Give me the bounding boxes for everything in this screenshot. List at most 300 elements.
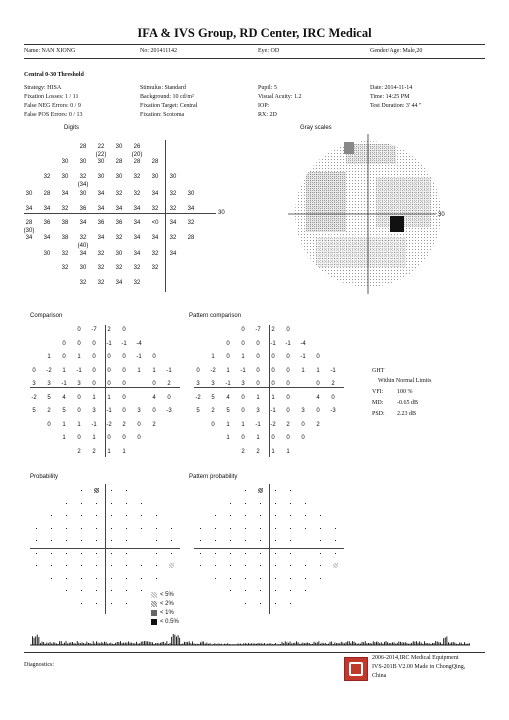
fixation-bar [125,643,126,645]
fixation-bar [424,641,425,645]
fixation-bar [304,643,305,645]
probability-dot [141,565,142,566]
probability-dot [335,540,336,541]
probability-dot [141,590,142,591]
fixation-bar [461,643,462,645]
fixation-bar [42,642,43,645]
comparison-cell: 0 [167,394,171,401]
digit-cell: 30 [79,191,87,197]
probability-dot [66,553,67,554]
probability-dot [81,590,82,591]
fixation-bar [419,641,420,645]
fixation-bar [120,641,121,645]
probability-dot [230,515,231,516]
fixation-bar [301,644,302,645]
probability-dot [260,528,261,529]
probability-dot [335,553,336,554]
fixation-bar [378,642,379,645]
fixation-bar [325,643,326,645]
probability-dot [215,515,216,516]
fixation-bar [213,644,214,645]
comparison-cell: 0 [271,354,275,360]
legend-1-swatch [151,610,157,616]
probability-dot [200,540,201,541]
fixation-bar [254,643,255,645]
fixation-bar [221,644,222,645]
digit-cell: (20) [131,152,143,158]
fixation-bar [245,643,246,645]
fixation-losses: Fixation Losses: 1 / 11 [24,94,79,100]
fixation-bar [251,643,252,645]
comparison-cell: 5 [32,408,36,414]
comparison-cell: 1 [62,421,66,428]
comparison-cell: 5 [47,394,51,401]
comparison-cell: 0 [122,354,126,360]
comparison-cell: 1 [77,354,81,360]
fixation-bar [109,643,110,645]
probability-dot [260,565,261,566]
fixation-bar [126,643,127,645]
fixation-bar [358,643,359,645]
probability-dot [275,528,276,529]
md-label: MD: [372,400,384,406]
fixation-bar [370,643,371,645]
digit-cell: 32 [115,235,123,241]
digit-cell: 32 [79,280,87,286]
company-logo [344,657,368,681]
fixation-bar [184,642,185,645]
probability-dot [230,553,231,554]
probability-dot [215,540,216,541]
fixation-bar [158,643,159,645]
comparison-cell: -2 [195,394,201,401]
digit-cell: 22 [97,144,105,150]
digits-label: Digits [64,125,80,131]
comparison-cell: 1 [107,448,111,455]
digit-cell: 30 [79,159,87,165]
probability-dot [111,565,112,566]
digit-cell: 30 [97,159,105,165]
probability-dot [81,515,82,516]
fixation-bar [398,642,399,645]
probability-vertical-axis [105,484,106,614]
probability-dot [126,515,127,516]
digit-cell: 32 [169,191,177,197]
pupil: Pupil: 5 [258,85,277,91]
legend-1: < 1% [160,610,174,616]
fixation-bar [146,641,147,645]
probability-dot [245,565,246,566]
fixation-bar [298,642,299,645]
digit-cell: 36 [115,220,123,226]
probability-dot [141,515,142,516]
comparison-cell: 0 [107,435,111,441]
probability-dot [66,540,67,541]
fixation-bar [130,643,131,645]
probability-dot [111,578,112,579]
legend-2: < 2% [160,601,174,607]
fixation-bar [338,643,339,645]
comparison-cell: 2 [152,421,156,428]
fixation-bar [226,644,227,645]
fixation-bar [400,642,401,645]
digit-cell: 28 [43,191,51,197]
comparison-cell: 1 [316,367,320,374]
digit-cell: 28 [133,159,141,165]
comparison-cell: -1 [121,340,127,347]
digit-cell: 32 [115,265,123,271]
comparison-cell: -1 [136,354,142,360]
probability-dot [111,528,112,529]
digit-cell: 30 [115,174,123,180]
grayscale-axis-label: 30 [438,212,445,218]
fixation-bar [173,634,174,645]
probability-dot [290,540,291,541]
fixation-bar [58,644,59,645]
fixation-bar [75,643,76,645]
fixation-bar [408,644,409,645]
comparison-cell: 0 [271,367,275,374]
probability-dot [156,578,157,579]
comparison-cell: 0 [256,340,260,347]
probability-dot [245,490,246,491]
probability-dot [230,528,231,529]
gender-age: Gender/Age: Male,20 [370,48,423,54]
fixation-bar [48,643,49,645]
fixation-bar [405,642,406,645]
fixation-bar [272,644,273,645]
probability-dot [245,540,246,541]
probability-horizontal-axis [30,548,180,549]
comparison-cell: -2 [31,394,37,401]
comparison-cell: 0 [286,394,290,401]
probability-dot [200,528,201,529]
fixation-bar [64,643,65,645]
probability-dot [66,565,67,566]
comparison-cell: 0 [122,367,126,374]
fixation-bar [384,642,385,645]
probability-dot [290,578,291,579]
grayscale-plot [286,132,450,296]
fixation-bar [144,641,145,645]
digit-cell: 28 [187,235,195,241]
comparison-cell: -1 [240,367,246,374]
strategy: Strategy: HISA [24,85,62,91]
fixation-bar [270,643,271,645]
digit-cell: 26 [133,144,141,150]
fixation-bar [389,643,390,645]
fixation-bar [280,644,281,645]
fixation-bar [163,642,164,645]
fixation-bar [34,638,35,645]
probability-dot [111,515,112,516]
probability-dot [245,578,246,579]
fixation-bar [242,644,243,645]
grayscale-label: Gray scales [300,125,332,131]
comparison-cell: -1 [255,421,261,428]
comparison-cell: 0 [301,435,305,441]
digit-cell: 28 [115,159,123,165]
fixation-bar [288,643,289,645]
probability-dot [215,578,216,579]
fixation-bar [134,643,135,645]
md-value: -0.65 dB [397,400,418,406]
fixation-bar [346,642,347,645]
fixation-bar [283,643,284,645]
fixation-bar [243,643,244,645]
fixation-bar [118,642,119,645]
digit-cell: 32 [61,206,69,212]
comparison-cell: 3 [137,408,141,414]
fixation-bar [315,643,316,645]
digit-cell: 30 [43,251,51,257]
fixation-bar [205,644,206,645]
fixation-bar [133,643,134,645]
comparison-cell: 2 [167,381,171,387]
probability-dot [275,490,276,491]
fixation-bar [285,641,286,645]
comparison-cell: 1 [226,421,230,428]
fixation-bar [373,641,374,645]
digit-cell: 28 [151,159,159,165]
comparison-cell: 0 [107,367,111,374]
fixation-bar [110,643,111,645]
iop: IOP: [258,103,270,109]
vfi-value: 100 % [397,389,413,395]
probability-dot [275,603,276,604]
fixation-bar [229,644,230,645]
probability-dot [66,503,67,504]
fixation-bar [190,643,191,645]
digit-cell: 28 [25,220,33,226]
fixation-bar [440,642,441,645]
probability-dot [260,578,261,579]
probability-dot [320,515,321,516]
digit-cell: 32 [115,191,123,197]
probability-dot [111,490,112,491]
probability-dot [305,590,306,591]
comparison-cell: 0 [286,327,290,333]
probability-dot [260,515,261,516]
digit-cell: 30 [61,159,69,165]
comparison-cell: 1 [241,421,245,428]
fixation-bar [91,644,92,645]
probability-dot [36,540,37,541]
fixation-bar [90,643,91,645]
comparison-cell: 0 [301,421,305,428]
comparison-cell: 0 [256,367,260,374]
comparison-cell: 0 [152,354,156,360]
divider [24,44,485,45]
fixation-bar [138,644,139,645]
probability-dot [305,578,306,579]
fixation-bar [354,642,355,645]
probability-dot [320,578,321,579]
digit-cell: <0 [151,220,159,226]
comparison-cell: 2 [286,421,290,428]
fixation-bar [422,644,423,645]
comparison-cell: 1 [92,394,96,401]
probability-dot [230,590,231,591]
test-date: Date: 2014-11-14 [370,85,413,91]
comparison-cell: 0 [92,381,96,387]
probability-dot [96,603,97,604]
fixation-bar [309,643,310,645]
fixation-bar [262,644,263,645]
psd-label: PSD: [372,411,385,417]
probability-dot [230,565,231,566]
fixation-bar [197,644,198,645]
comparison-cell: 1 [241,354,245,360]
fixation-bar [122,643,123,645]
comparison-cell: 1 [256,435,260,441]
fixation-bar [429,643,430,645]
fixation-bar [104,642,105,645]
comparison-cell: 0 [316,408,320,414]
fixation-bar [170,643,171,645]
fixation-bar [160,643,161,645]
fixation-bar [106,642,107,645]
fixation-bar [237,644,238,645]
fixation-bar [341,642,342,645]
digit-cell: 34 [97,191,105,197]
pattern-probability-vertical-axis [269,484,270,614]
comparison-horizontal-axis [30,387,180,388]
comparison-cell: 3 [301,408,305,414]
comparison-cell: -3 [330,408,336,414]
comparison-cell: 1 [62,367,66,374]
probability-dot [126,590,127,591]
fixation-bar [269,643,270,645]
fixation-bar [466,644,467,645]
patient-name: Name: NAN XIONG [24,48,76,54]
fixation-bar [366,643,367,645]
comparison-cell: -1 [166,367,172,374]
legend-5-swatch [151,592,157,598]
probability-symbol [94,488,99,493]
comparison-cell: -1 [91,421,97,428]
fixation-bar [149,642,150,645]
probability-dot [171,528,172,529]
fixation-bar [267,644,268,645]
digit-cell: (22) [95,152,107,158]
probability-dot [96,578,97,579]
probability-dot [51,528,52,529]
fixation-bar [93,641,94,645]
test-time: Time: 14:25 PM [370,94,410,100]
fixation-bar [45,644,46,645]
digit-cell: 36 [97,220,105,226]
fixation-bar [379,643,380,645]
fixation-bar [392,642,393,645]
digit-cell: 32 [187,220,195,226]
pattern-probability-horizontal-axis [194,548,344,549]
digit-cell: 34 [97,235,105,241]
fixation-bar [357,644,358,645]
fixation-bar [352,641,353,645]
digit-cell: 28 [79,144,87,150]
fixation-bar [222,644,223,645]
probability-dot [51,565,52,566]
report-title: IFA & IVS Group, RD Center, IRC Medical [137,26,372,40]
probability-dot [275,553,276,554]
fixation-bar [387,642,388,645]
comparison-cell: 4 [316,394,320,401]
fixation-bar [147,641,148,645]
digit-cell: 34 [43,206,51,212]
fixation-bar [62,644,63,645]
comparison-cell: 1 [256,394,260,401]
fixation-bar [232,644,233,645]
fixation-bar [50,642,51,645]
fixation-bar [368,643,369,645]
fixation-bar [98,643,99,645]
comparison-cell: -4 [136,340,142,347]
fixation-bar [112,644,113,645]
fixation-bar [102,643,103,645]
fixation-bar [179,638,180,645]
fixation-bar [59,641,60,645]
probability-dot [245,553,246,554]
comparison-cell: 0 [77,435,81,441]
fixation-bar [437,642,438,645]
fixation-bar [216,644,217,645]
fixation-bar [253,644,254,645]
pattern-comparison-label: Pattern comparison [189,313,242,319]
probability-dot [141,528,142,529]
digit-cell: 34 [187,206,195,212]
probability-dot [111,553,112,554]
fixation-bar [238,644,239,645]
comparison-cell: 1 [226,435,230,441]
fixation-bar [198,644,199,645]
comparison-cell: 0 [77,340,81,347]
fixation-bar [250,644,251,645]
digit-cell: 32 [151,206,159,212]
digit-cell: 32 [61,265,69,271]
digit-cell: 34 [97,206,105,212]
fixation-bar [94,643,95,645]
fixation-trace [30,632,470,648]
probability-dot [200,553,201,554]
comparison-cell: 0 [77,408,81,414]
fixation-bar [70,642,71,645]
comparison-cell: 0 [32,367,36,374]
comparison-cell: 1 [107,394,111,401]
probability-dot [156,565,157,566]
fixation-bar [306,643,307,645]
vfi-label: VFI: [372,389,384,395]
fixation-bar [347,641,348,645]
comparison-cell: 0 [77,327,81,333]
comparison-cell: -1 [300,354,306,360]
probability-dot [81,503,82,504]
digit-cell: 32 [151,251,159,257]
comparison-cell: 0 [107,381,111,387]
digit-cell: 32 [79,174,87,180]
fixation-bar [467,644,468,645]
fixation-bar [277,644,278,645]
comparison-cell: 0 [316,381,320,387]
fixation-bar [178,635,179,645]
fixation-bar [203,641,204,645]
digit-cell: 34 [151,235,159,241]
comparison-cell: 2 [331,381,335,387]
probability-dot [320,553,321,554]
comparison-cell: -2 [270,421,276,428]
comparison-cell: -1 [225,381,231,387]
digit-cell: 34 [25,235,33,241]
